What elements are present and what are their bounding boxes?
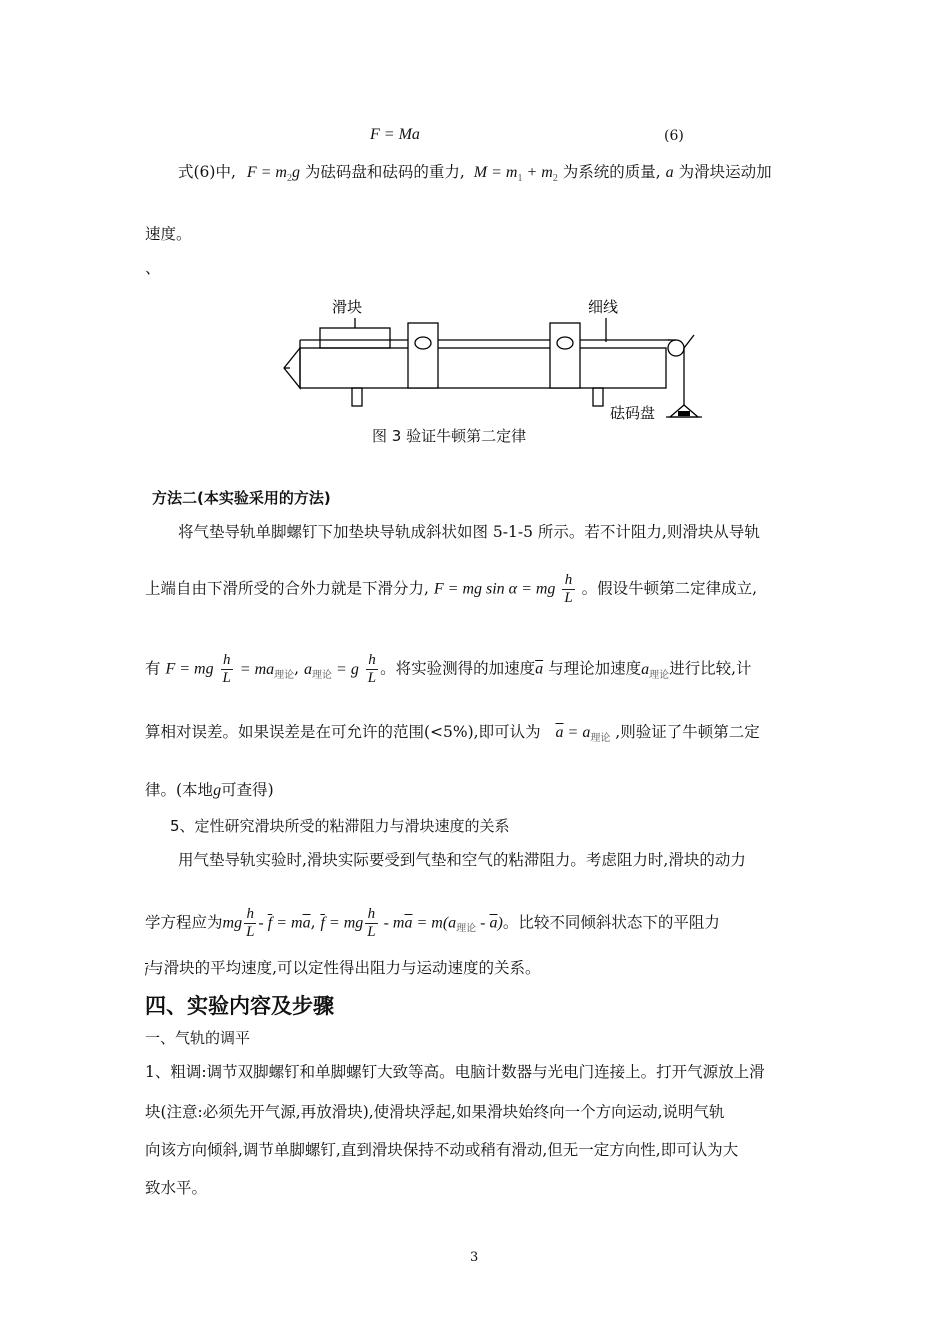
section4-heading: 四、实验内容及步骤 xyxy=(145,994,334,1018)
section4-line3: 向该方向倾斜,调节单脚螺钉,直到滑块保持不动或稍有滑动,但无一定方向性,即可认为大 xyxy=(145,1141,739,1159)
foot-left xyxy=(352,388,362,406)
figure-caption: 图 3 验证牛顿第二定律 xyxy=(372,427,527,445)
slider-block xyxy=(320,328,390,348)
method2-heading: 方法二(本实验采用的方法) xyxy=(152,489,331,507)
method2-p4: 算相对误差。如果误差是在可允许的范围(<5%),即可认为 $\overline{a} = a_{理论}$ ,则验证了牛顿第二定 xyxy=(145,723,760,744)
pulley xyxy=(668,340,684,356)
foot-right xyxy=(593,388,603,406)
section4-line1: 1、粗调:调节双脚螺钉和单脚螺钉大致等高。电脑计数器与光电门连接上。打开气源放上滑 xyxy=(145,1063,765,1081)
para-eq6-line1: 式(6)中, $F = m_2g$ 为砝码盘和砝码的重力, $M = m_1 + m_2$ 为系统的质量, a 为滑块运动加 xyxy=(178,163,772,184)
section5-p2: 学方程应为mg $\frac{h}{L}$ - $\overline{f} = m\overline{a}$, $\overline{f}$ = mg $\frac{h}{L}$ - $m\overline{a} = m(a_{理论} - \overline{a})$。比较不同倾斜状态下的平阻力 xyxy=(145,906,720,940)
section5-p1: 用气垫导轨实验时,滑块实际要受到气垫和空气的粘滞阻力。考虑阻力时,滑块的动力 xyxy=(178,851,746,869)
section5-heading: 5、定性研究滑块所受的粘滞阻力与滑块速度的关系 xyxy=(170,817,510,835)
photogate-1 xyxy=(408,323,438,388)
equation-6-number: (6) xyxy=(664,128,684,144)
method2-p5: 律。(本地g可查得) xyxy=(145,781,274,799)
section4-line4: 致水平。 xyxy=(145,1179,208,1197)
label-thread: 细线 xyxy=(588,298,619,316)
label-weight-pan: 砝码盘 xyxy=(610,404,656,422)
equation-6: F = Ma xyxy=(370,126,420,143)
track-body xyxy=(300,348,666,388)
stray-mark: 、 xyxy=(145,259,161,277)
section4-line2: 块(注意:必须先开气源,再放滑块),使滑块浮起,如果滑块始终向一个方向运动,说明气轨 xyxy=(145,1103,725,1121)
para-eq6-line2: 速度。 xyxy=(145,225,192,243)
photogate-2 xyxy=(550,323,580,388)
section4-sub1: 一、气轨的调平 xyxy=(145,1029,251,1047)
method2-p3: 有 F = mg $\frac{h}{L}$ = $ma_{理论}$, $a_{理论} = g$ $\frac{h}{L}$ 。将实验测得的加速度$\overline{a}$ 与理论加速度$a_{理论}$进行比较,计 xyxy=(145,652,752,686)
method2-p2: 上端自由下滑所受的合外力就是下滑分力, F = mg sin α = mg $\frac{h}{L}$ 。假设牛顿第二定律成立, xyxy=(145,572,758,606)
page-number: 3 xyxy=(470,1250,479,1265)
label-slider: 滑块 xyxy=(332,298,363,316)
figure-air-track xyxy=(270,290,710,430)
method2-p1: 将气垫导轨单脚螺钉下加垫块导轨成斜状如图 5-1-5 所示。若不计阻力,则滑块从导轨 xyxy=(178,523,760,541)
section5-p3: $\overline{f}$与滑块的平均速度,可以定性得出阻力与运动速度的关系。 xyxy=(145,959,541,977)
